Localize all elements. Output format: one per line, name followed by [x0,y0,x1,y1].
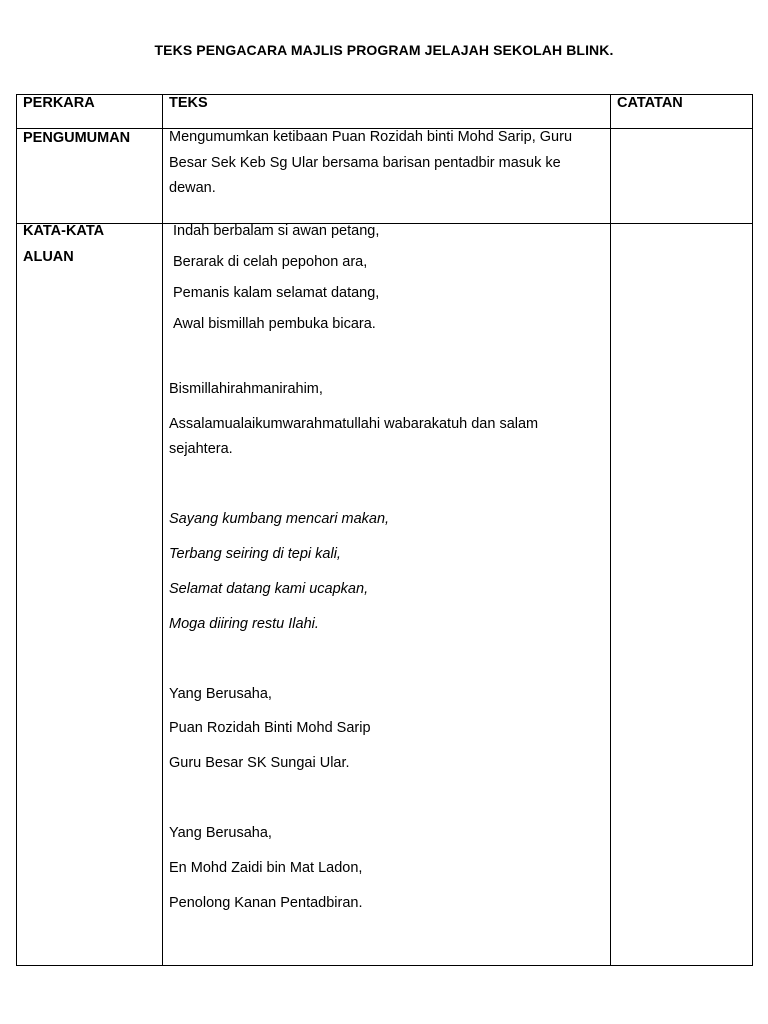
salutation-line: Yang Berusaha, [169,686,272,702]
salutation-line: Penolong Kanan Pentadbiran. [169,895,363,911]
catatan-cell [611,129,753,224]
catatan-cell [611,224,753,966]
pantun1-line: Awal bismillah pembuka bicara. [173,316,376,332]
salutation-line: Yang Berusaha, [169,825,272,841]
pengumuman-text [163,125,610,202]
table-row [17,224,753,966]
salutation-line: Guru Besar SK Sungai Ular. [169,755,350,771]
teks-cell [163,129,611,224]
perkara-cell [17,224,163,966]
header-perkara [17,95,163,129]
bismillah-line: Bismillahirahmanirahim, [169,381,323,397]
header-catatan [611,95,753,129]
header-teks-label: TEKS [169,95,208,111]
header-teks [163,95,611,129]
pantun1-line: Berarak di celah pepohon ara, [173,254,368,270]
salutation-line: En Mohd Zaidi bin Mat Ladon, [169,860,363,876]
document-title: TEKS PENGACARA MAJLIS PROGRAM JELAJAH SEKOLAH BLINK. [154,42,614,58]
perkara-cell [17,129,163,224]
salutation-line: Puan Rozidah Binti Mohd Sarip [169,720,371,736]
teks-cell [163,224,611,966]
pantun2-line: Moga diiring restu Ilahi. [169,616,319,632]
table-row [17,129,753,224]
header-perkara-label: PERKARA [23,95,95,111]
pantun2-line: Terbang seiring di tepi kali, [169,546,341,562]
pantun2-line: Sayang kumbang mencari makan, [169,511,390,527]
salam-line: Assalamualaikumwarahmatullahi wabarakatuh dan salam sejahtera. [169,416,539,457]
perkara-line-1: KATA-KATA [23,223,105,239]
pantun1-line: Indah berbalam si awan petang, [173,223,380,239]
pantun1-line: Pemanis kalam selamat datang, [173,285,380,301]
script-table [16,94,753,966]
pengumuman-text-body: Mengumumkan ketibaan Puan Rozidah binti Mohd Sarip, Guru Besar Sek Keb Sg Ular bersama barisan pentadbir masuk ke dewan. [169,129,573,196]
pantun2-line: Selamat datang kami ucapkan, [169,581,369,597]
table-header-row [17,95,753,129]
perkara-kata-kata-aluan [17,219,162,270]
perkara-pengumuman: PENGUMUMAN [23,130,131,146]
kata-aluan-text [163,224,610,965]
perkara-line-2: ALUAN [23,248,74,265]
header-catatan-label: CATATAN [617,95,683,111]
